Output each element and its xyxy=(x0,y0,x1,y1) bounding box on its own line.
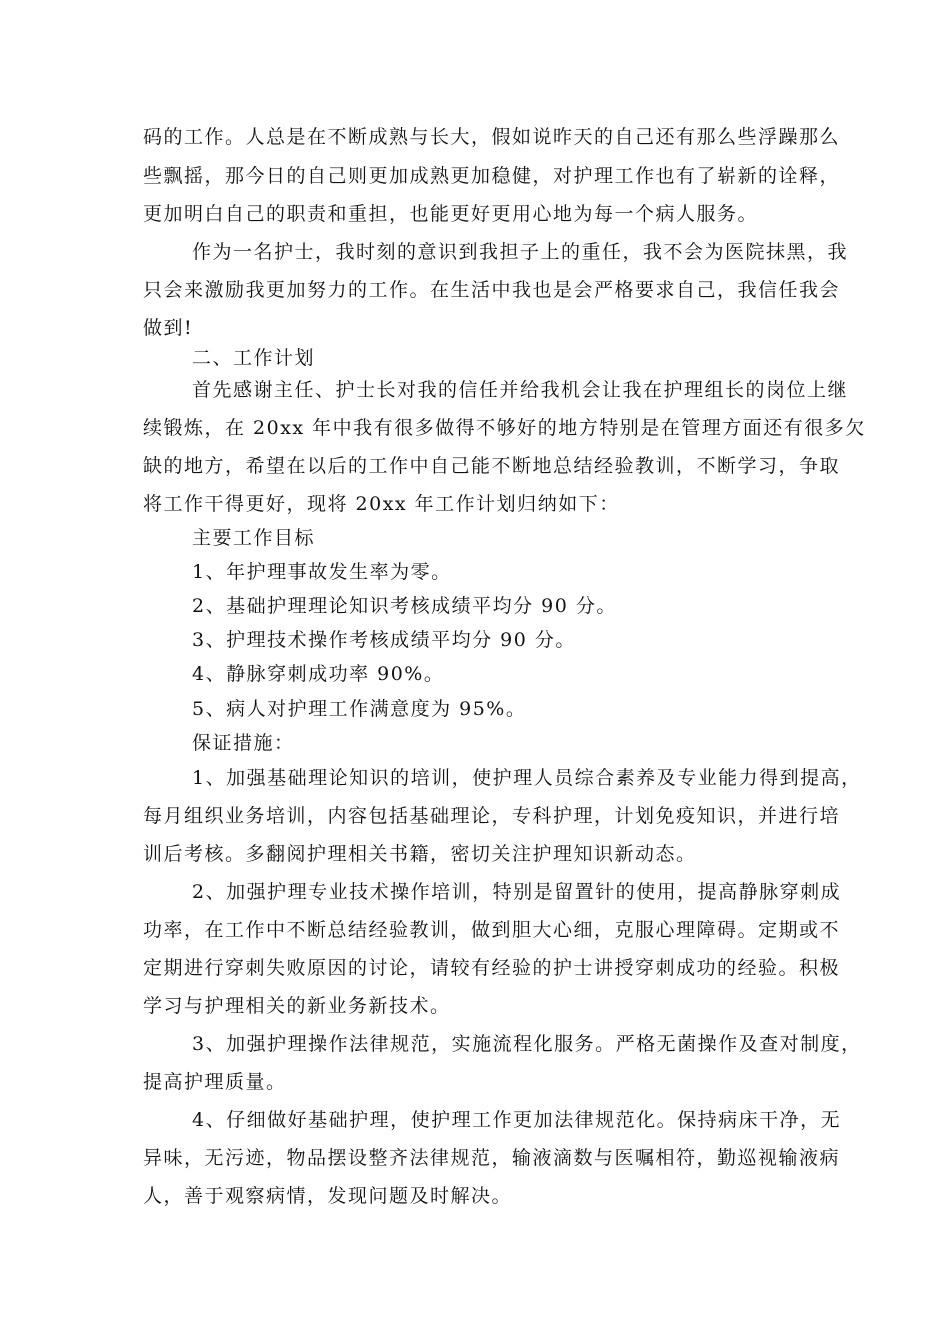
subheading: 保证措施： xyxy=(192,732,295,754)
text-line: 功率，在工作中不断总结经验教训，做到胆大心细，克服心理障碍。定期或不 xyxy=(143,919,841,941)
section-heading: 二、工作计划 xyxy=(192,347,316,369)
text-line: 将工作干得更好，现将 20xx 年工作计划归纳如下： xyxy=(143,493,620,515)
text-line: 些飘摇，那今日的自己则更加成熟更加稳健，对护理工作也有了崭新的诠释， xyxy=(143,165,841,187)
text-line: 续锻炼，在 20xx 年中我有很多做得不够好的地方特别是在管理方面还有很多欠 xyxy=(143,417,866,439)
text-line: 1、加强基础理论知识的培训，使护理人员综合素养及专业能力得到提高， xyxy=(192,767,862,789)
text-line: 异味，无污迹，物品摆设整齐法律规范，输液滴数与医嘱相符，勤巡视输液病 xyxy=(143,1147,841,1169)
list-item: 2、基础护理理论知识考核成绩平均分 90 分。 xyxy=(192,595,617,617)
text-line: 只会来激励我更加努力的工作。在生活中我也是会严格要求自己，我信任我会 xyxy=(143,279,841,301)
list-item: 5、病人对护理工作满意度为 95%。 xyxy=(192,698,527,720)
text-line: 4、仔细做好基础护理，使护理工作更加法律规范化。保持病床干净，无 xyxy=(192,1109,842,1131)
text-line: 3、加强护理操作法律规范，实施流程化服务。严格无菌操作及查对制度， xyxy=(192,1033,862,1055)
text-line: 提高护理质量。 xyxy=(143,1071,287,1093)
text-line: 做到! xyxy=(143,317,194,339)
list-item: 1、年护理事故发生率为零。 xyxy=(192,561,452,583)
text-line: 首先感谢主任、护士长对我的信任并给我机会让我在护理组长的岗位上继 xyxy=(192,379,849,401)
list-item: 4、静脉穿刺成功率 90%。 xyxy=(192,663,445,685)
text-line: 码的工作。人总是在不断成熟与长大，假如说昨天的自己还有那么些浮躁那么 xyxy=(143,126,841,148)
text-line: 缺的地方，希望在以后的工作中自己能不断地总结经验教训，不断学习，争取 xyxy=(143,455,841,477)
text-line: 学习与护理相关的新业务新技术。 xyxy=(143,995,451,1017)
text-line: 2、加强护理专业技术操作培训，特别是留置针的使用，提高静脉穿刺成 xyxy=(192,881,842,903)
text-line: 人，善于观察病情，发现问题及时解决。 xyxy=(143,1185,513,1207)
text-line: 训后考核。多翻阅护理相关书籍，密切关注护理知识新动态。 xyxy=(143,843,697,865)
text-line: 更加明白自己的职责和重担，也能更好更用心地为每一个病人服务。 xyxy=(143,203,759,225)
subheading: 主要工作目标 xyxy=(192,527,316,549)
text-line: 每月组织业务培训，内容包括基础理论，专科护理，计划免疫知识，并进行培 xyxy=(143,805,841,827)
text-line: 作为一名护士，我时刻的意识到我担子上的重任，我不会为医院抹黑，我 xyxy=(192,241,849,263)
list-item: 3、护理技术操作考核成绩平均分 90 分。 xyxy=(192,629,576,651)
text-line: 定期进行穿刺失败原因的讨论，请较有经验的护士讲授穿刺成功的经验。积极 xyxy=(143,957,841,979)
